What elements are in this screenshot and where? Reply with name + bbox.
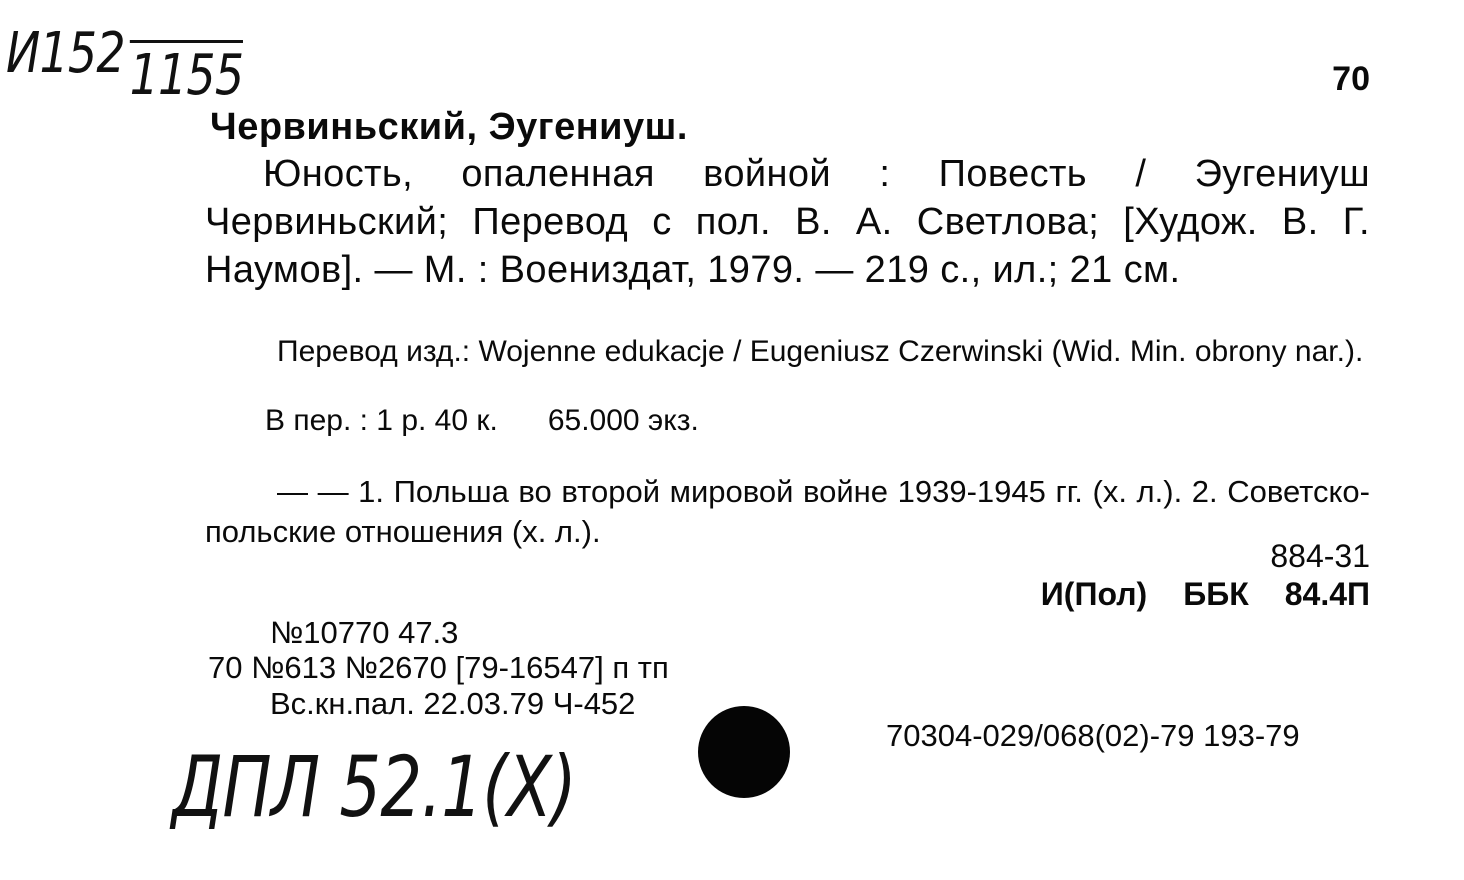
tech-line-1: №10770 47.3 xyxy=(270,615,459,650)
original-title-note: Перевод изд.: Wojenne edukacje / Eugeniusz Czerwinski (Wid. Min. obrony nar.). xyxy=(277,335,1364,368)
tech-line-2: 70 №613 №2670 [79-16547] п тп xyxy=(208,650,669,685)
handwritten-mark-main: И152 xyxy=(6,21,125,86)
bibliographic-description: Юность, опаленная войной : Повесть / Эугениуш Червиньский; Перевод с пол. В. А. Светлова; [Худож. В. Г. Наумов]. — М. : Воениздат, 1979. — 219 с., ил.; 21 см. xyxy=(205,153,1370,291)
print-run: 65.000 экз. xyxy=(547,404,699,437)
tech-line-3: Вс.кн.пал. 22.03.79 Ч-452 xyxy=(270,686,636,721)
handwritten-mark-fraction: 1155 xyxy=(130,40,244,108)
bbk-value: 84.4П xyxy=(1284,576,1370,612)
handwritten-shelf-mark xyxy=(6,18,244,108)
subject-headings: — — 1. Польша во второй мировой войне 1939-1945 гг. (х. л.). 2. Советско-польские отношения (х. л.). xyxy=(205,474,1370,549)
price-line xyxy=(265,404,699,438)
classification-code: 884-31 xyxy=(1270,538,1370,574)
classification-left: И(Пол) xyxy=(1040,576,1148,612)
page-number: 70 xyxy=(1332,60,1370,98)
bbk-label: ББК xyxy=(1183,576,1249,612)
isbn-line: 70304-029/068(02)-79 193-79 xyxy=(886,718,1300,753)
author-heading: Червиньский, Эугениуш. xyxy=(210,106,688,148)
handwritten-call-number: ДПЛ 52.1(Х) xyxy=(172,738,576,836)
price: В пер. : 1 р. 40 к. xyxy=(265,404,498,437)
punch-hole xyxy=(698,706,790,798)
bbk-line xyxy=(1041,576,1370,613)
